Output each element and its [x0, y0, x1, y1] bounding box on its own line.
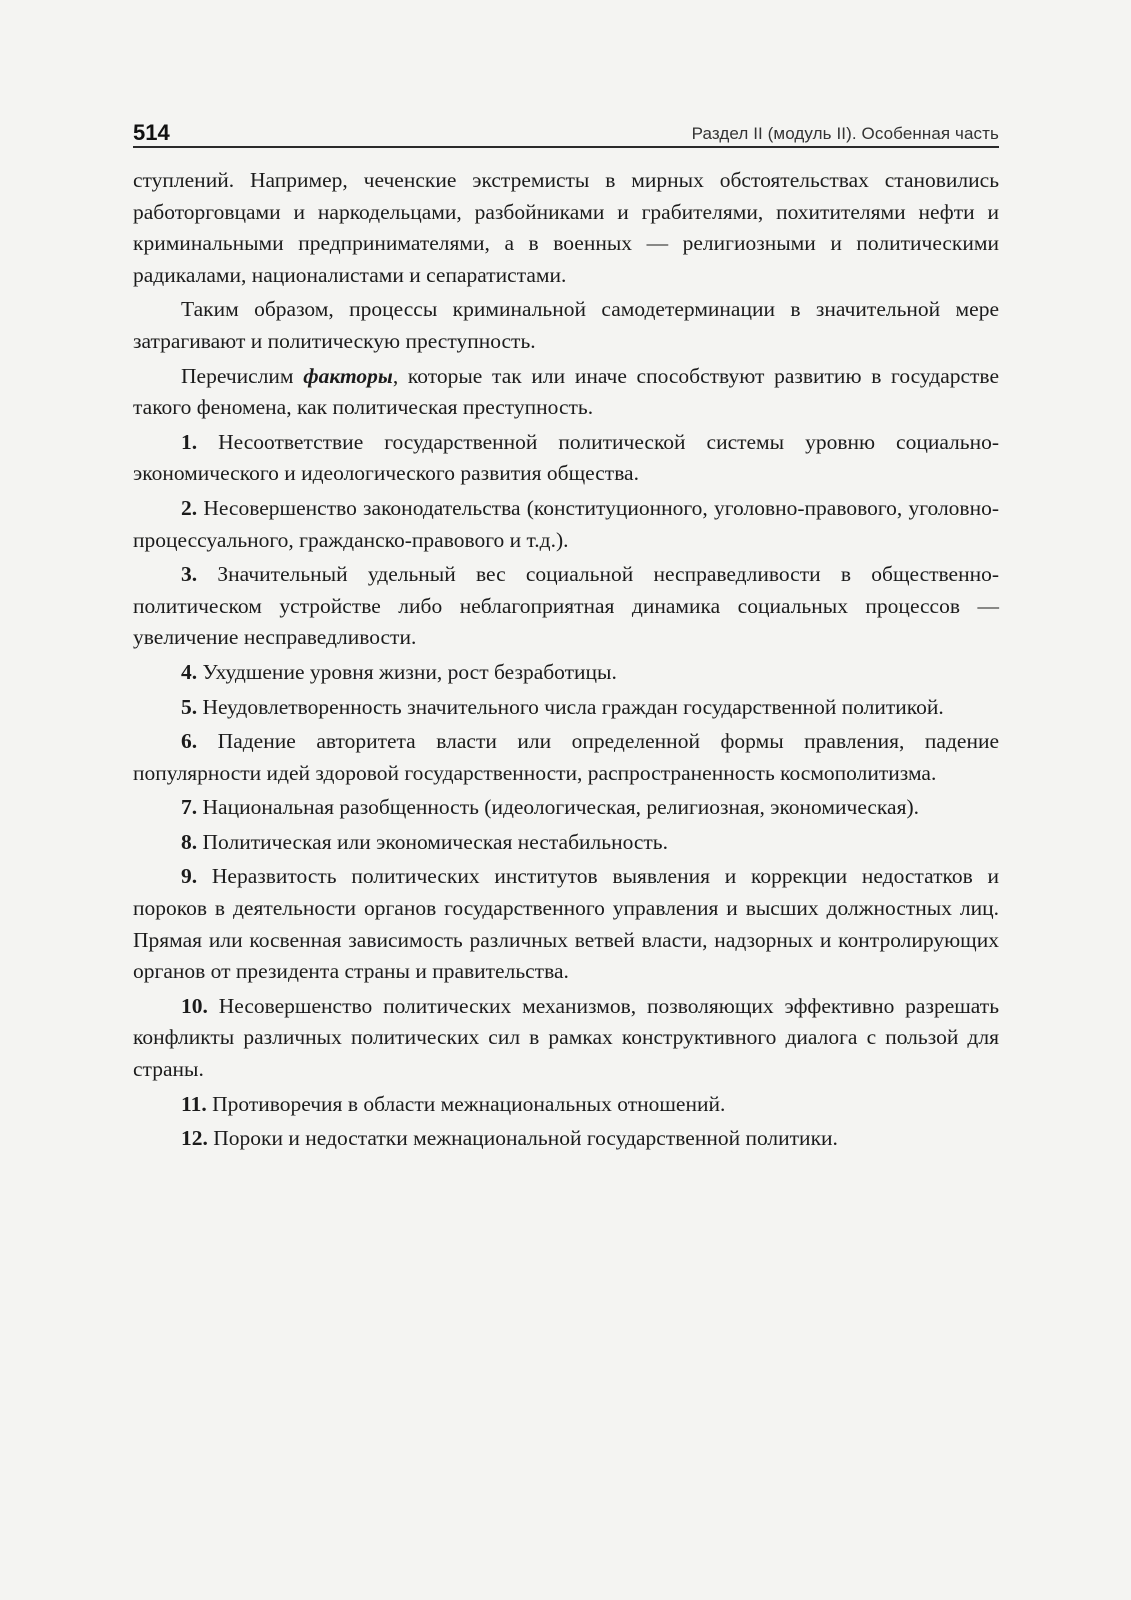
body-text [133, 165, 999, 1158]
factor-item-11 [133, 1089, 999, 1121]
factor-number: 2. [181, 495, 198, 520]
factor-text: Несоответствие государственной политической системы уровню социально-экономического и идеологического развития общества. [133, 429, 1000, 486]
factor-number: 12. [181, 1126, 208, 1151]
factor-number: 4. [181, 659, 198, 684]
factor-text: Неразвитость политических институтов выявления и коррекции недостатков и пороков в деятельности органов государственного управления и высших должностных лиц. Прямая или косвенная зависимость различных ветвей власти, надзорных и контролирующих органов от президента страны и правительства. [133, 864, 999, 984]
factor-item-4 [133, 657, 999, 689]
paragraph-self-determination: Таким образом, процессы криминальной самодетерминации в значительной мере затрагивают и политическую преступность. [133, 297, 999, 353]
emphasized-term: факторы [303, 363, 393, 388]
page-number: 514 [133, 120, 170, 145]
factor-item-10 [133, 991, 999, 1086]
intro-text-before: Перечислим [181, 363, 304, 388]
factor-item-5 [133, 692, 999, 724]
section-title: Раздел II (модуль II). Особенная часть [691, 124, 999, 143]
intro-text-after: , которые так или иначе способствуют развитию в государстве такого феномена, как политическая преступность. [133, 363, 999, 420]
factor-item-9 [133, 861, 999, 987]
factor-number: 7. [181, 795, 198, 820]
factor-number: 8. [181, 829, 198, 854]
factor-text: Ухудшение уровня жизни, рост безработицы. [202, 659, 617, 684]
factor-number: 9. [181, 864, 198, 889]
paragraph-continuation: ступлений. Например, чеченские экстремисты в мирных обстоятельствах становились работорговцами и наркодельцами, разбойниками и грабителями, похитителями нефти и криминальными предпринимателями, а в военных — религиозными и политическими радикалами, националистами и сепаратистами. [133, 168, 999, 287]
factor-item-1 [133, 427, 999, 490]
factor-text: Противоречия в области межнациональных отношений. [212, 1091, 726, 1116]
factor-text: Значительный удельный вес социальной несправедливости в общественно-политическом устройстве либо неблагоприятная динамика социальных процессов — увеличение несправедливости. [133, 562, 1000, 650]
factor-number: 10. [181, 993, 208, 1018]
factor-text: Политическая или экономическая нестабильность. [202, 829, 668, 854]
factor-item-8 [133, 827, 999, 859]
factor-item-12 [133, 1123, 999, 1155]
factor-number: 5. [181, 694, 198, 719]
factor-item-2 [133, 493, 999, 556]
factor-number: 6. [181, 729, 198, 754]
factor-item-7 [133, 792, 999, 824]
factor-number: 11. [181, 1091, 207, 1116]
factor-number: 3. [181, 562, 198, 587]
paragraph-factors-intro [133, 361, 999, 424]
factor-text: Несовершенство законодательства (конституционного, уголовно-правового, уголовно-процессуального, гражданско-правового и т.д.). [133, 495, 999, 552]
factor-text: Пороки и недостатки межнациональной государственной политики. [213, 1126, 838, 1151]
factor-text: Национальная разобщенность (идеологическая, религиозная, экономическая). [202, 795, 920, 820]
running-head [133, 112, 999, 148]
factor-item-3 [133, 559, 999, 654]
factor-item-6 [133, 726, 999, 789]
factor-text: Несовершенство политических механизмов, позволяющих эффективно разрешать конфликты различных политических сил в рамках конструктивного диалога с пользой для страны. [133, 993, 999, 1082]
factor-number: 1. [181, 429, 198, 454]
factor-text: Неудовлетворенность значительного числа граждан государственной политикой. [202, 694, 944, 719]
factor-text: Падение авторитета власти или определенной формы правления, падение популярности идей здоровой государственности, распространенность космополитизма. [133, 729, 1000, 785]
